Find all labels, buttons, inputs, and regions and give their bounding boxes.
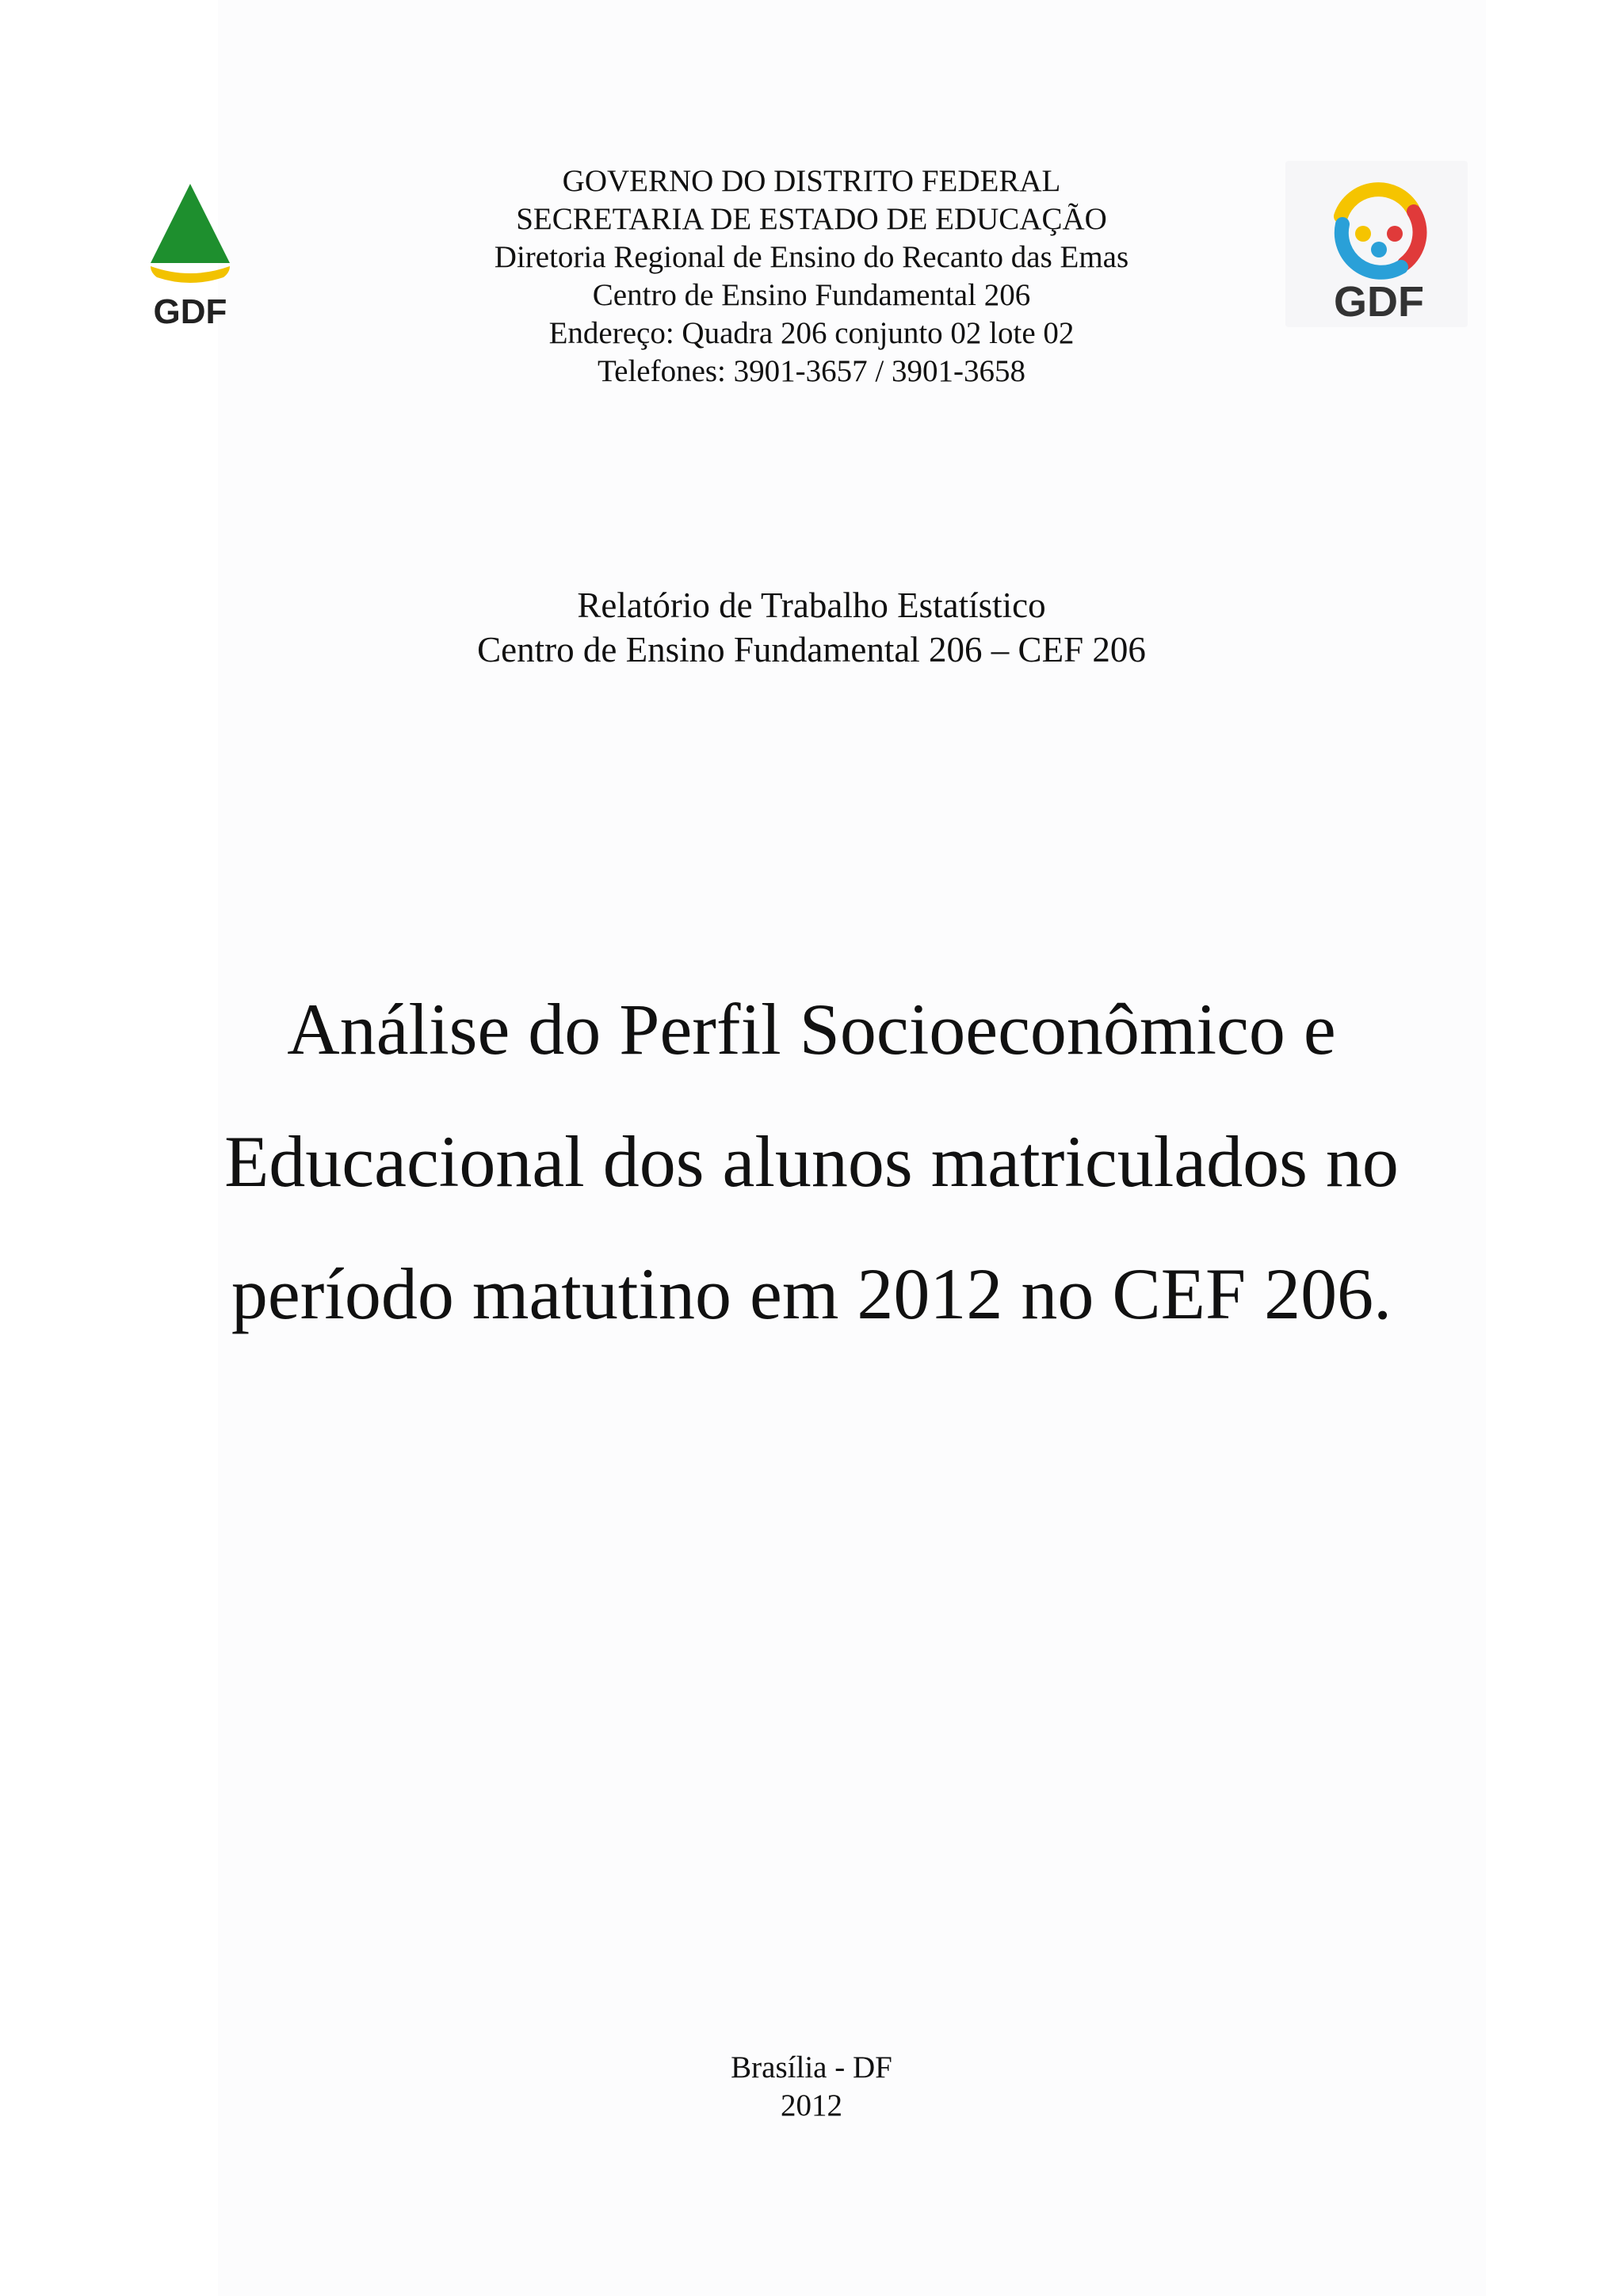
report-info	[0, 583, 1623, 672]
header-address: Endereço: Quadra 206 conjunto 02 lote 02	[548, 316, 1075, 350]
title-line-1: Análise do Perfil Socioeconômico e	[287, 989, 1336, 1070]
title-line-3: período matutino em 2012 no CEF 206.	[231, 1253, 1392, 1334]
svg-text:GDF: GDF	[153, 292, 227, 331]
document-title	[0, 963, 1623, 1360]
footer-year: 2012	[781, 2088, 842, 2122]
header-government: GOVERNO DO DISTRITO FEDERAL	[562, 164, 1061, 198]
report-school: Centro de Ensino Fundamental 206 – CEF 206	[477, 630, 1146, 669]
footer-city: Brasília - DF	[731, 2050, 892, 2084]
institution-header	[0, 162, 1623, 391]
header-phones: Telefones: 3901-3657 / 3901-3658	[598, 354, 1025, 388]
header-school: Centro de Ensino Fundamental 206	[592, 278, 1031, 312]
header-regional-directorate: Diretoria Regional de Ensino do Recanto das Emas	[494, 240, 1129, 274]
document-footer	[0, 2049, 1623, 2125]
report-type: Relatório de Trabalho Estatístico	[577, 585, 1046, 625]
title-line-2: Educacional dos alunos matriculados no	[224, 1121, 1399, 1202]
header-secretariat: SECRETARIA DE ESTADO DE EDUCAÇÃO	[516, 202, 1107, 236]
svg-text:GDF: GDF	[1334, 278, 1424, 326]
